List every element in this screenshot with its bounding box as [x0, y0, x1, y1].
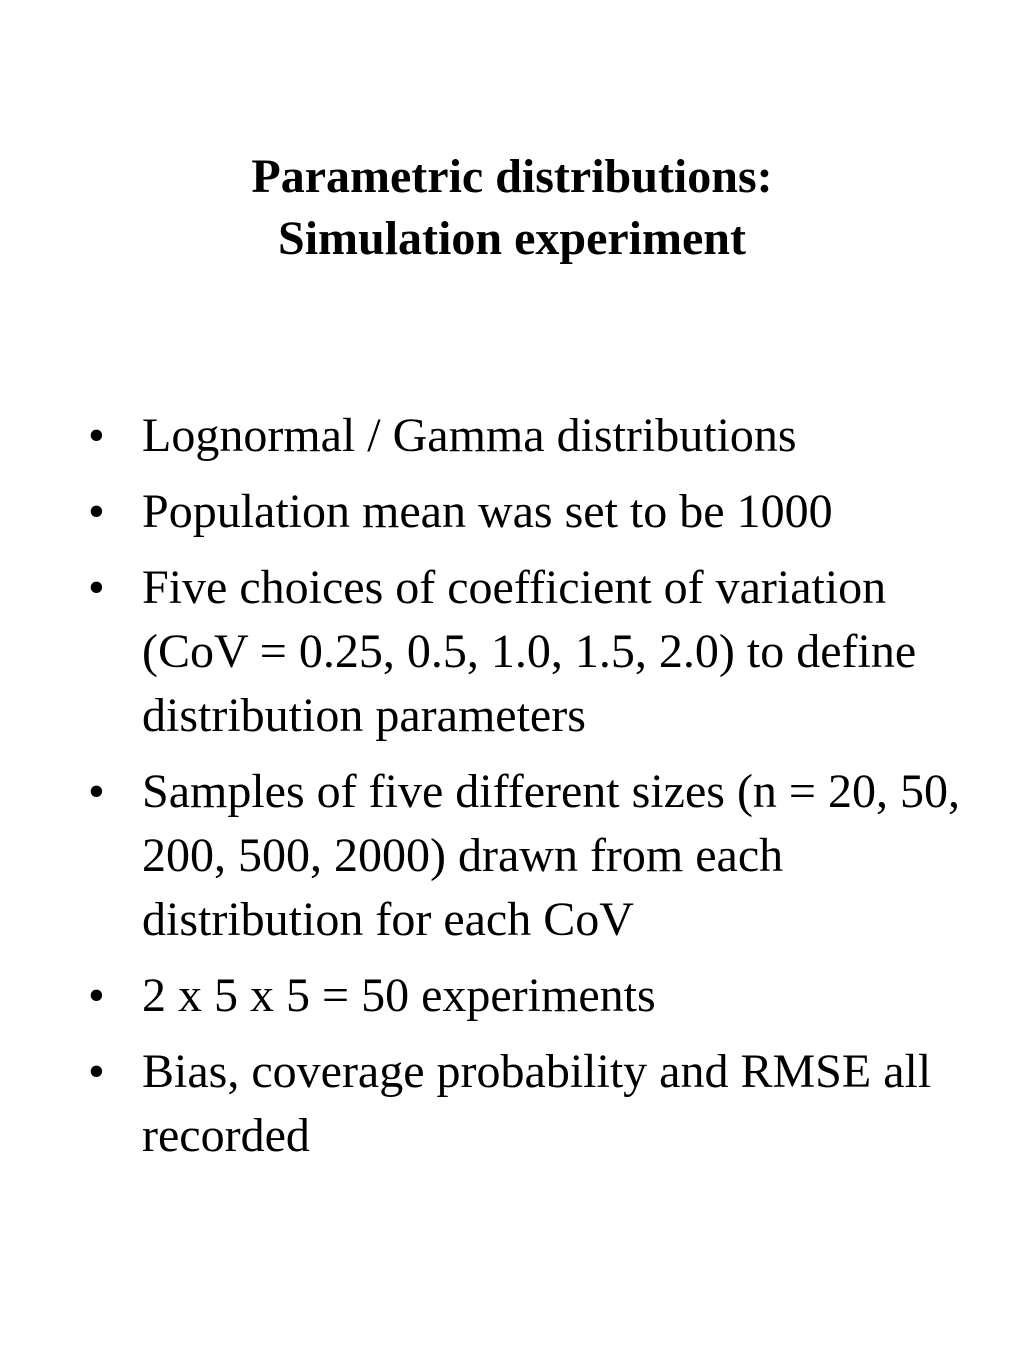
bullet-text: Bias, coverage probability and RMSE all recorded: [142, 1045, 932, 1162]
slide-title-line-2: Simulation experiment: [278, 212, 746, 265]
slide-title-line-1: Parametric distributions:: [251, 150, 773, 203]
bullet-item: [0, 480, 1024, 544]
bullet-list: [0, 404, 1024, 1180]
bullet-marker: •: [88, 561, 105, 614]
bullet-text: Lognormal / Gamma distributions: [142, 409, 797, 462]
bullet-text: Five choices of coefficient of variation (CoV = 0.25, 0.5, 1.0, 1.5, 2.0) to define distribution parameters: [142, 561, 917, 742]
bullet-marker: •: [88, 485, 105, 538]
bullet-text: Population mean was set to be 1000: [142, 485, 833, 538]
slide-title: [0, 146, 1024, 270]
bullet-item: [0, 556, 1024, 748]
bullet-marker: •: [88, 409, 105, 462]
bullet-marker: •: [88, 765, 105, 818]
bullet-text: 2 x 5 x 5 = 50 experiments: [142, 969, 656, 1022]
bullet-item: [0, 760, 1024, 952]
bullet-item: [0, 1040, 1024, 1168]
bullet-item: [0, 964, 1024, 1028]
bullet-marker: •: [88, 1045, 105, 1098]
bullet-marker: •: [88, 969, 105, 1022]
bullet-text: Samples of five different sizes (n = 20, 50, 200, 500, 2000) drawn from each distribution for each CoV: [142, 765, 960, 946]
bullet-item: [0, 404, 1024, 468]
